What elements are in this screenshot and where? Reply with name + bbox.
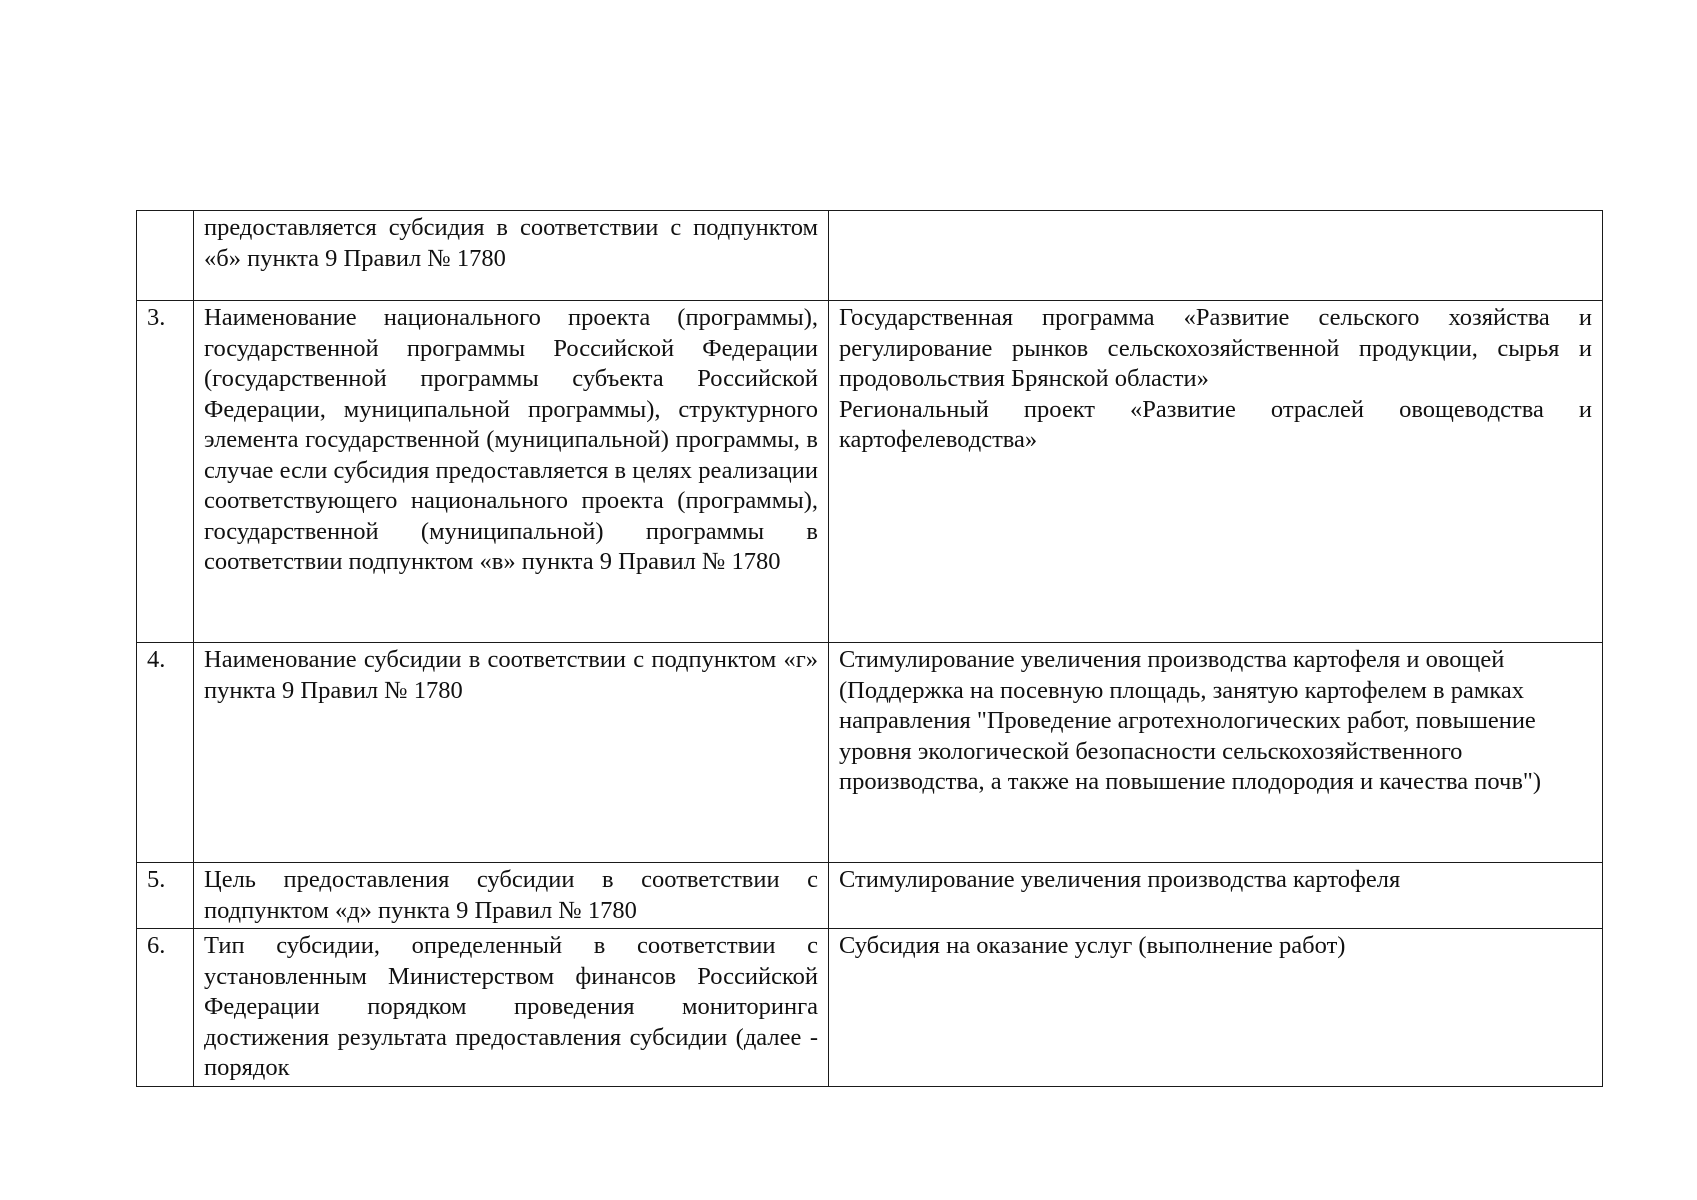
row-number: 5. (137, 863, 194, 929)
row-description: Наименование национального проекта (программы), государственной программы Российской Федерации (государственной программы субъекта Российской Федерации, муниципальной программы), структурного элемента государственной (муниципальной) программы, в случае если субсидия предоставляется в целях реализации соответствующего национального проекта (программы), государственной (муниципальной) программы в соответствии подпунктом «в» пункта 9 Правил № 1780 (194, 301, 829, 643)
table-row (137, 211, 1603, 301)
row-description: Наименование субсидии в соответствии с подпунктом «г» пункта 9 Правил № 1780 (194, 643, 829, 863)
row-number (137, 211, 194, 301)
row-value-paragraph: Стимулирование увеличения производства картофеля и овощей (Поддержка на посевную площадь, занятую картофелем в рамках направления "Проведение агротехнологических работ, повышение уровня экологической безопасности сельскохозяйственного производства, а также на повышение плодородия и качества почв") (839, 646, 1542, 795)
table-row (137, 301, 1603, 643)
row-value (829, 643, 1603, 863)
row-value (829, 929, 1603, 1087)
table-row (137, 643, 1603, 863)
row-number: 6. (137, 929, 194, 1087)
row-description: Тип субсидии, определенный в соответствии с установленным Министерством финансов Российской Федерации порядком проведения мониторинга достижения результата предоставления субсидии (далее - порядок (194, 929, 829, 1087)
table-row (137, 863, 1603, 929)
row-description: предоставляется субсидия в соответствии с подпунктом «б» пункта 9 Правил № 1780 (194, 211, 829, 301)
document-table (136, 210, 1603, 1087)
row-description: Цель предоставления субсидии в соответствии с подпунктом «д» пункта 9 Правил № 1780 (194, 863, 829, 929)
row-value-paragraph: Региональный проект «Развитие отраслей овощеводства и картофелеводства» (839, 395, 1592, 453)
row-value-paragraph: Стимулирование увеличения производства картофеля (839, 866, 1401, 893)
row-value (829, 211, 1603, 301)
row-number: 4. (137, 643, 194, 863)
row-value-paragraph: Субсидия на оказание услуг (выполнение работ) (839, 932, 1346, 959)
row-value (829, 863, 1603, 929)
row-value-paragraph: Государственная программа «Развитие сельского хозяйства и регулирование рынков сельскохозяйственной продукции, сырья и продовольствия Брянской области» (839, 304, 1592, 392)
row-number: 3. (137, 301, 194, 643)
table-row (137, 929, 1603, 1087)
row-value (829, 301, 1603, 643)
